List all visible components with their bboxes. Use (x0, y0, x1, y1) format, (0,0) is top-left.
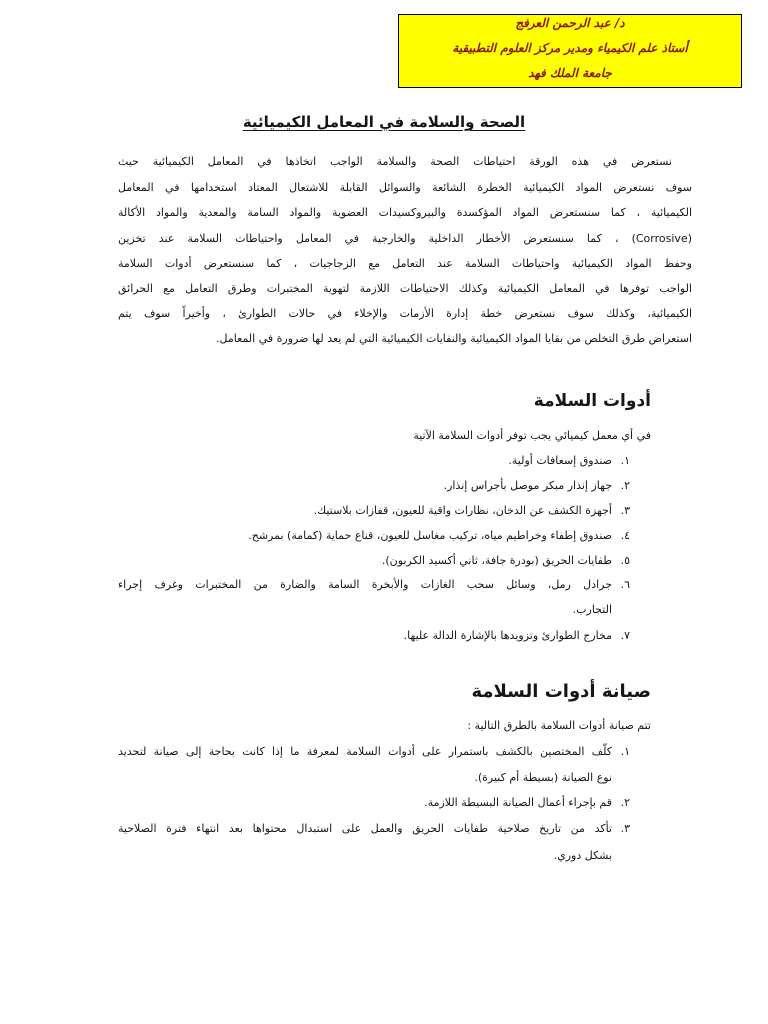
safety-tools-lead: في أي معمل كيميائي يجب توفر أدوات السلامة الآتية (413, 429, 651, 442)
safety-tools-heading: أدوات السلامة (533, 391, 651, 411)
author-position: أستاذ علم الكيمياء ومدير مركز العلوم التطبيقية (452, 41, 688, 55)
list-item-text-continued: بشكل دوري. (553, 849, 612, 862)
list-item-text: صندوق إطفاء وخراطيم مياه، تركيب مغاسل للعيون، قناع حماية (كمامة) بمرشح. (248, 529, 612, 542)
list-item-number: ١. (620, 454, 630, 467)
list-item-text: جرادل رمل، وسائل سحب الغازات والأبخرة السامة والضارة من المختبرات وغرف إجراء (118, 578, 612, 591)
list-item-text: تأكد من تاريخ صلاحية طفايات الحريق والعمل على استبدال محتواها بعد انتهاء فترة الصلاحية (118, 822, 612, 835)
list-item-number: ١. (620, 745, 630, 758)
document-title-row (0, 112, 768, 132)
list-item-number: ٣. (620, 822, 630, 835)
intro-line: الواجب توفرها في المعامل الكيميائية وكذلك الاحتياطات اللازمة لتهوية المختبرات وطرق التعامل مع الحرائق (118, 282, 692, 295)
intro-line: استعراض طرق التخلص من بقايا المواد الكيميائية والنفايات الكيميائية التي لم يعد لها ضرورة في المعامل. (216, 332, 692, 345)
list-item-text: طفايات الحريق (بودرة جافة، ثاني أكسيد الكربون). (381, 554, 612, 567)
list-item-text: قم بإجراء أعمال الصيانة البسيطة اللازمة. (424, 796, 612, 809)
list-item-text: كلّف المختصين بالكشف باستمرار على أدوات السلامة لمعرفة ما إذا كانت بحاجة إلى صيانة لتحديد (118, 745, 612, 758)
list-item-number: ٣. (620, 504, 630, 517)
list-item-text: صندوق إسعافات أولية. (508, 454, 612, 467)
author-institution: جامعة الملك فهد (528, 66, 612, 80)
maintenance-lead: تتم صيانة أدوات السلامة بالطرق التالية : (467, 719, 651, 732)
list-item-number: ٧. (620, 629, 630, 642)
list-item-number: ٥. (620, 554, 630, 567)
list-item-number: ٤. (620, 529, 630, 542)
intro-line: نستعرض في هذه الورقة احتياطات الصحة والسلامة الواجب اتخاذها في المعامل الكيميائية حيث (118, 155, 672, 168)
list-item-number: ٦. (620, 578, 630, 591)
intro-line: الكيميائية ، كما سنستعرض المواد المؤكسدة والبيروكسيدات العضوية والمواد السامة والمعدية والمواد الأكالة (118, 206, 692, 219)
list-item-number: ٢. (620, 479, 630, 492)
list-item-number: ٢. (620, 796, 630, 809)
list-item-text: أجهزة الكشف عن الدخان، نظارات واقية للعيون، قفازات بلاستيك. (313, 504, 612, 517)
intro-line: وحفظ المواد الكيميائية واحتياطات السلامة عند التعامل مع الزجاجيات ، كما سنستعرض أدوات السلامة (118, 257, 692, 270)
document-title: الصحة والسلامة في المعامل الكيميائية (242, 113, 526, 131)
intro-line: (Corrosive) ، كما سنستعرض الأخطار الداخلية والخارجية في المعامل واحتياطات السلامة عند تخزين (118, 232, 692, 245)
list-item-text-continued: التجارب. (572, 603, 612, 616)
author-name: د/ عبد الرحمن العرفج (515, 16, 625, 30)
list-item-text: جهاز إنذار مبكر موصل بأجراس إنذار. (443, 479, 612, 492)
list-item-text-continued: نوع الصيانة (بسيطة أم كبيرة). (474, 771, 612, 784)
intro-line: الكيميائية، وكذلك سوف نستعرض خطة إدارة الأزمات والإخلاء في حالات الطوارئ ، وأخيراً سوف يتم (118, 307, 692, 320)
list-item-text: مخارج الطوارئ وتزويدها بالإشارة الدالة عليها. (403, 629, 612, 642)
author-info-box (398, 14, 742, 88)
intro-line: سوف نستعرض المواد الكيميائية الخطرة الشائعة والسوائل القابلة للاشتعال المعتاد استخدامها في المعامل (118, 181, 692, 194)
maintenance-heading: صيانة أدوات السلامة (471, 681, 651, 702)
